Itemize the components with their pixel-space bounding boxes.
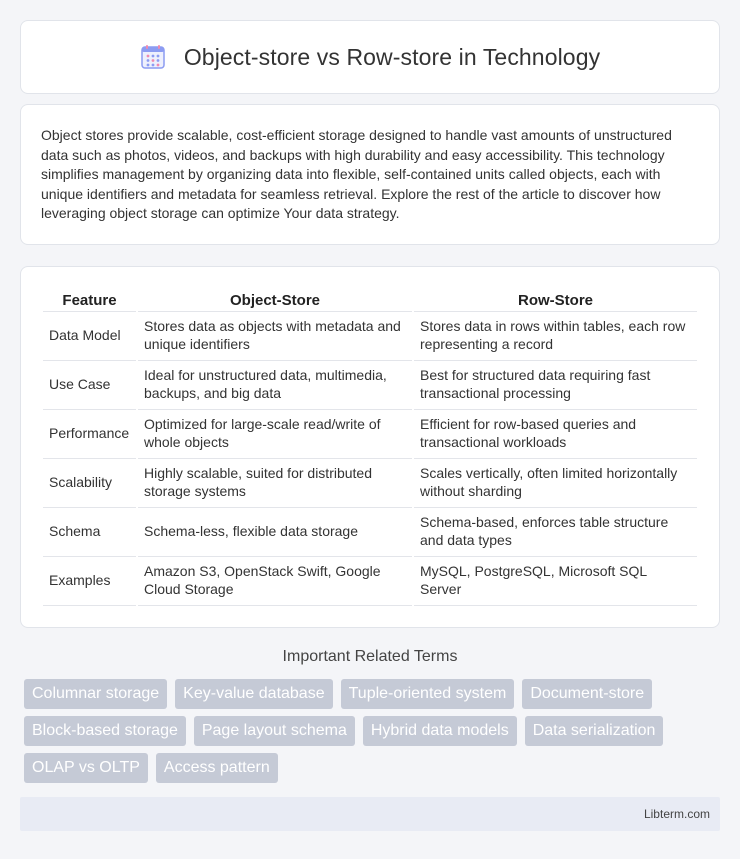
row-feature: Schema bbox=[43, 508, 136, 557]
row-row-store: Efficient for row-based queries and transactional workloads bbox=[414, 410, 697, 459]
row-object-store: Optimized for large-scale read/write of whole objects bbox=[138, 410, 412, 459]
intro-text: Object stores provide scalable, cost-efficient storage designed to handle vast amounts of unstructured data such as photos, videos, and backups with high durability and easy accessibility. This technology simplifies management by organizing data into flexible, self-contained units called objects, each with unique identifiers and metadata for seamless retrieval. Explore the rest of the article to discover how leveraging object storage can optimize Your data strategy. bbox=[41, 127, 672, 222]
page-title: Object-store vs Row-store in Technology bbox=[183, 43, 601, 70]
table-row bbox=[43, 508, 697, 557]
related-term-tag[interactable]: Key-value database bbox=[175, 679, 332, 709]
row-row-store: MySQL, PostgreSQL, Microsoft SQL Server bbox=[414, 557, 697, 606]
intro-card bbox=[20, 104, 720, 245]
table-row bbox=[43, 557, 697, 606]
row-object-store: Stores data as objects with metadata and unique identifiers bbox=[138, 312, 412, 361]
row-feature: Scalability bbox=[43, 459, 136, 508]
header-feature: Feature bbox=[43, 289, 136, 312]
row-object-store: Amazon S3, OpenStack Swift, Google Cloud Storage bbox=[138, 557, 412, 606]
related-term-tag[interactable]: Hybrid data models bbox=[363, 716, 517, 746]
related-terms-section bbox=[20, 648, 720, 783]
row-feature: Data Model bbox=[43, 312, 136, 361]
row-row-store: Best for structured data requiring fast transactional processing bbox=[414, 361, 697, 410]
related-term-tag[interactable]: Block-based storage bbox=[24, 716, 186, 746]
row-row-store: Stores data in rows within tables, each row representing a record bbox=[414, 312, 697, 361]
related-term-tag[interactable]: Columnar storage bbox=[24, 679, 167, 709]
row-feature: Examples bbox=[43, 557, 136, 606]
related-term-tag[interactable]: Page layout schema bbox=[194, 716, 355, 746]
related-term-tag[interactable]: Data serialization bbox=[525, 716, 664, 746]
table-header-row bbox=[43, 289, 697, 312]
row-feature: Use Case bbox=[43, 361, 136, 410]
table-row bbox=[43, 312, 697, 361]
related-term-tag[interactable]: Document-store bbox=[522, 679, 652, 709]
header-row-store: Row-Store bbox=[414, 289, 697, 312]
footer-brand[interactable]: Libterm.com bbox=[643, 806, 710, 821]
header-object-store: Object-Store bbox=[138, 289, 412, 312]
table-row bbox=[43, 410, 697, 459]
related-terms-title: Important Related Terms bbox=[282, 647, 458, 665]
row-object-store: Schema-less, flexible data storage bbox=[138, 508, 412, 557]
row-object-store: Highly scalable, suited for distributed storage systems bbox=[138, 459, 412, 508]
row-row-store: Schema-based, enforces table structure and data types bbox=[414, 508, 697, 557]
header-card bbox=[20, 20, 720, 94]
table-row bbox=[43, 361, 697, 410]
related-term-tag[interactable]: OLAP vs OLTP bbox=[24, 753, 148, 783]
related-term-tag[interactable]: Tuple-oriented system bbox=[341, 679, 515, 709]
row-object-store: Ideal for unstructured data, multimedia, backups, and big data bbox=[138, 361, 412, 410]
related-term-tag[interactable]: Access pattern bbox=[156, 753, 278, 783]
row-feature: Performance bbox=[43, 410, 136, 459]
calendar-icon bbox=[140, 44, 166, 70]
related-terms-list bbox=[20, 679, 720, 783]
footer bbox=[20, 797, 720, 831]
table-row bbox=[43, 459, 697, 508]
comparison-card bbox=[20, 266, 720, 628]
row-row-store: Scales vertically, often limited horizontally without sharding bbox=[414, 459, 697, 508]
comparison-table bbox=[41, 289, 699, 606]
